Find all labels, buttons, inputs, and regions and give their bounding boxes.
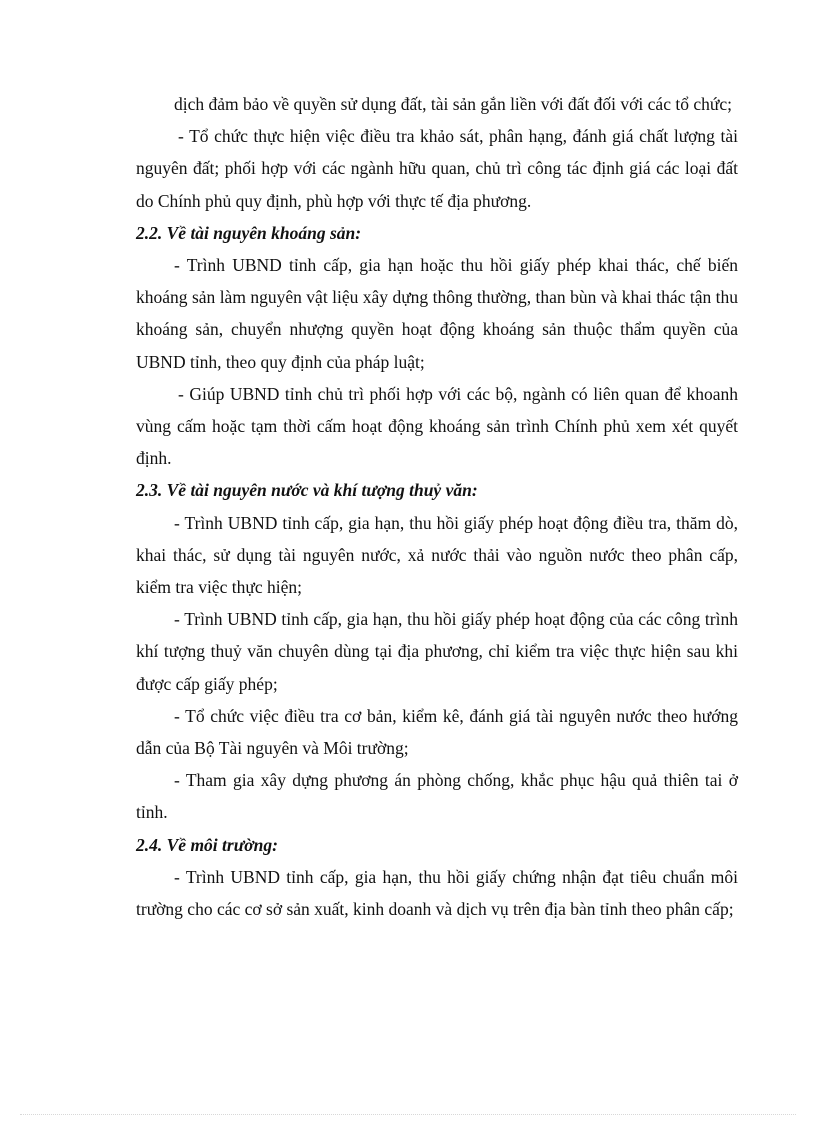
paragraph-environment-certificates: - Trình UBND tỉnh cấp, gia hạn, thu hồi giấy chứng nhận đạt tiêu chuẩn môi trường cho các cơ sở sản xuất, kinh doanh và dịch vụ trên địa bàn tỉnh theo phân cấp;: [136, 866, 738, 920]
paragraph-water-licenses: - Trình UBND tỉnh cấp, gia hạn, thu hồi giấy phép hoạt động điều tra, thăm dò, khai thác, sử dụng tài nguyên nước, xả nước thải vào nguồn nước theo phân cấp, kiểm tra việc thực hiện;: [136, 512, 738, 598]
heading-mineral-resources: 2.2. Về tài nguyên khoáng sản:: [136, 222, 362, 243]
heading-water-hydrometeorology: 2.3. Về tài nguyên nước và khí tượng thuỷ văn:: [136, 480, 478, 501]
paragraph-hydrometeorology-licenses: - Trình UBND tỉnh cấp, gia hạn, thu hồi giấy phép hoạt động của các công trình khí tượng thuỷ văn chuyên dùng tại địa phương, chỉ kiểm tra việc thực hiện sau khi được cấp giấy phép;: [136, 609, 738, 694]
paragraph-water-survey: - Tổ chức việc điều tra cơ bản, kiểm kê, đánh giá tài nguyên nước theo hướng dẫn của Bộ Tài nguyên và Môi trường;: [136, 705, 738, 759]
paragraph-mining-restricted-zones: - Giúp UBND tỉnh chủ trì phối hợp với các bộ, ngành có liên quan để khoanh vùng cấm hoặc tạm thời cấm hoạt động khoáng sản trình Chính phủ xem xét quyết định.: [136, 383, 738, 469]
page-bottom-divider: [20, 1114, 796, 1115]
paragraph-mining-licenses: - Trình UBND tỉnh cấp, gia hạn hoặc thu hồi giấy phép khai thác, chế biến khoáng sản làm nguyên vật liệu xây dựng thông thường, than bùn và khai thác tận thu khoáng sản, chuyển nhượng quyền hoạt động khoáng sản thuộc thẩm quyền của UBND tỉnh, theo quy định của pháp luật;: [136, 255, 738, 372]
paragraph-land-survey: - Tổ chức thực hiện việc điều tra khảo sát, phân hạng, đánh giá chất lượng tài nguyên đất; phối hợp với các ngành hữu quan, chủ trì công tác định giá các loại đất do Chính phủ quy định, phù hợp với thực tế địa phương.: [136, 126, 738, 211]
heading-environment: 2.4. Về môi trường:: [136, 834, 278, 855]
document-page: [136, 88, 738, 925]
paragraph-land-rights-continuation: dịch đảm bảo về quyền sử dụng đất, tài sản gắn liền với đất đối với các tổ chức;: [174, 94, 732, 114]
paragraph-disaster-prevention: - Tham gia xây dựng phương án phòng chống, khắc phục hậu quả thiên tai ở tỉnh.: [136, 770, 738, 823]
